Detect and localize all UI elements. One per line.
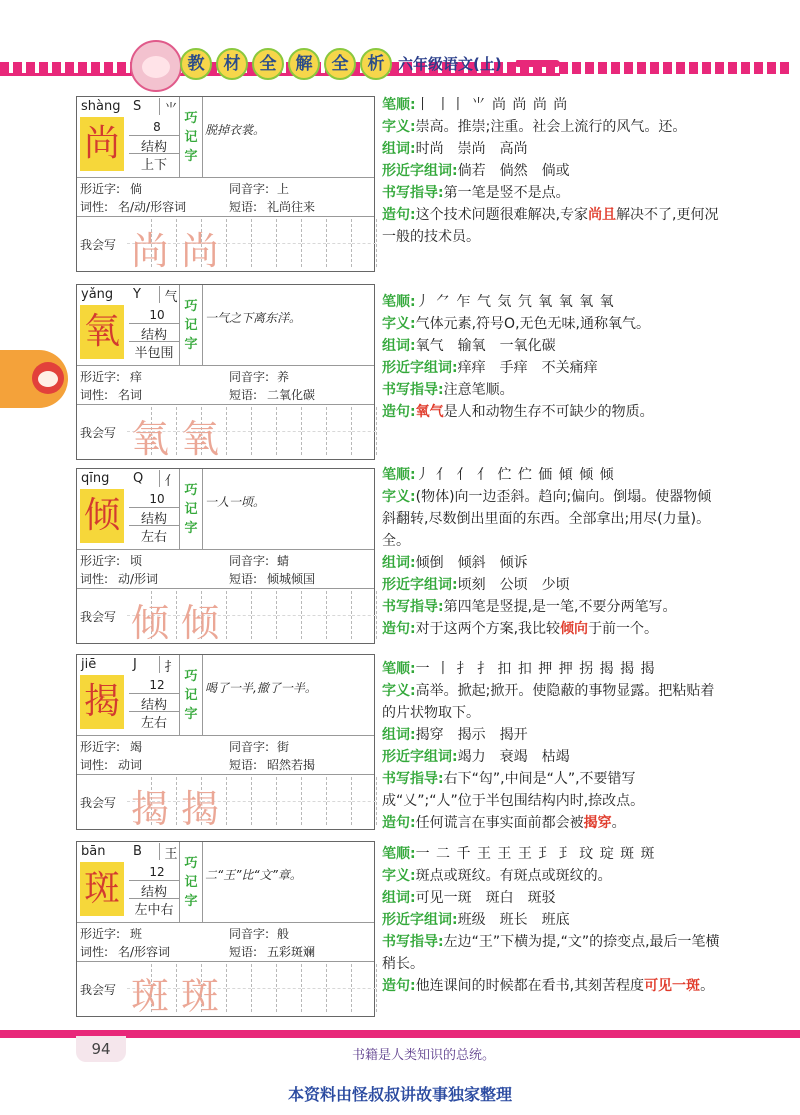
memo-tag	[179, 285, 203, 365]
trace-character: 尚	[131, 229, 170, 273]
words-label: 组词:	[382, 338, 416, 354]
explanation-block	[382, 94, 722, 248]
girl-mascot-icon	[130, 40, 182, 92]
trace-character: 揭	[131, 787, 170, 831]
card-info	[77, 366, 374, 405]
memo-tag-char: 巧	[184, 482, 198, 498]
big-character: 氧	[80, 305, 124, 359]
grid-cell	[352, 777, 377, 825]
page-header	[0, 0, 800, 96]
homophone-value: 养	[277, 370, 290, 384]
memo-tag-char: 记	[184, 687, 198, 703]
memo-tag	[179, 842, 203, 922]
trace-character: 揭	[181, 787, 220, 831]
similar-label: 形近字:	[80, 370, 121, 384]
example-sentence	[382, 975, 722, 997]
phrase-label: 短语:	[229, 758, 258, 772]
meaning	[382, 865, 722, 887]
stroke-count: 12	[149, 678, 165, 692]
words-label: 组词:	[382, 141, 416, 157]
stroke-order	[382, 291, 722, 313]
grid-cell	[352, 591, 377, 639]
phrase-label: 短语:	[229, 945, 258, 959]
trace-character: 氧	[131, 417, 170, 461]
sentence-pre: 这个技术问题很难解决,专家	[415, 207, 589, 223]
writing-guide-label: 书写指导:	[382, 771, 444, 787]
phrase-value: 二氧化碳	[267, 388, 316, 402]
structure-label: 结构	[129, 135, 179, 155]
homophone-label: 同音字:	[229, 370, 270, 384]
radical: ⺌	[159, 98, 182, 115]
initial-letter: Y	[133, 287, 141, 302]
stroke-count: 10	[149, 308, 165, 322]
card-head	[77, 469, 374, 550]
stroke-order-value: 丨 丨丨 ⺌ 尚 尚 尚 尚	[415, 97, 569, 113]
stroke-order-label: 笔顺:	[382, 661, 416, 677]
similar-label: 形近字:	[80, 182, 121, 196]
pinyin: shàng	[81, 99, 121, 114]
words	[382, 138, 722, 160]
similar-words-label: 形近字组词:	[382, 577, 458, 593]
memo-tag-char: 巧	[184, 668, 198, 684]
phrase-value: 五彩斑斓	[267, 945, 316, 959]
side-tab	[0, 350, 68, 408]
grid-cell	[277, 964, 302, 1012]
writing-guide-value: 注意笔顺。	[443, 382, 514, 398]
pos-label: 词性:	[80, 200, 109, 214]
pos-value: 动词	[118, 758, 143, 772]
grid-cell	[327, 407, 352, 455]
trace-character: 尚	[181, 229, 220, 273]
homophone-label: 同音字:	[229, 740, 270, 754]
similar-words-label: 形近字组词:	[382, 912, 458, 928]
words	[382, 887, 722, 909]
meaning-value: 斑点或斑纹。有斑点或斑纹的。	[415, 868, 612, 884]
stroke-count: 8	[153, 120, 161, 134]
stroke-order-value: 丿 ⺈ 乍 气 気 氕 氧 氧 氧 氧	[415, 294, 615, 310]
riddle-text: 一气之下离东洋。	[205, 311, 302, 325]
writing-guide-label: 书写指导:	[382, 382, 444, 398]
pencil-icon	[516, 60, 560, 67]
grid-cell	[227, 964, 252, 1012]
words-label: 组词:	[382, 890, 416, 906]
explanation-block	[382, 658, 722, 834]
pos-value: 名/形容词	[118, 945, 171, 959]
trace-character: 氧	[181, 417, 220, 461]
stroke-order-label: 笔顺:	[382, 467, 416, 483]
similar-value: 顷	[130, 554, 143, 568]
char-card	[76, 96, 375, 272]
big-character: 倾	[80, 489, 124, 543]
words-label: 组词:	[382, 727, 416, 743]
big-character: 尚	[80, 117, 124, 171]
similar-label: 形近字:	[80, 740, 121, 754]
char-card	[76, 654, 375, 830]
practice-row	[77, 962, 374, 1016]
sentence-highlight: 揭穿	[583, 815, 612, 831]
similar-words-label: 形近字组词:	[382, 749, 458, 765]
big-character: 揭	[80, 675, 124, 729]
pinyin: yǎng	[81, 287, 114, 302]
stroke-order	[382, 94, 722, 116]
card-info	[77, 550, 374, 589]
writing-guide-label: 书写指导:	[382, 934, 444, 950]
practice-row	[77, 405, 374, 459]
homophone-label: 同音字:	[229, 554, 270, 568]
stroke-order-label: 笔顺:	[382, 294, 416, 310]
meaning	[382, 116, 722, 138]
grid-cell	[327, 591, 352, 639]
pos-value: 名/动/形容词	[118, 200, 187, 214]
writing-guide-label: 书写指导:	[382, 185, 444, 201]
writing-guide-label: 书写指导:	[382, 599, 444, 615]
grid-cell	[227, 777, 252, 825]
meaning-value: 高举。掀起;掀开。使隐蔽的事物显露。把粘贴着的片状物取下。	[382, 683, 715, 721]
example-sentence-label: 造句:	[382, 621, 416, 637]
trace-character: 斑	[131, 974, 170, 1018]
grid-cell	[327, 219, 352, 267]
title-char: 材	[216, 48, 248, 80]
sentence-post: 于前一个。	[588, 621, 659, 637]
title-char: 全	[252, 48, 284, 80]
practice-row	[77, 589, 374, 643]
sentence-highlight: 可见一斑	[644, 978, 701, 994]
stroke-count: 10	[149, 492, 165, 506]
pinyin: qīng	[81, 471, 110, 486]
words	[382, 552, 722, 574]
example-sentence	[382, 618, 722, 640]
memo-tag-char: 字	[184, 336, 198, 352]
grid-cell	[252, 964, 277, 1012]
writing-guide-value: 左边“王”下横为提,“文”的捺变点,最后一笔横稍长。	[382, 934, 720, 972]
phrase-label: 短语:	[229, 200, 258, 214]
practice-label: 我会写	[80, 796, 117, 810]
grid-cell	[352, 407, 377, 455]
writing-guide	[382, 379, 722, 401]
meaning-value: 崇高。推崇;注重。社会上流行的风气。还。	[415, 119, 687, 135]
grid-cell	[227, 407, 252, 455]
stroke-order-value: 一 二 千 王 王 王 𤣩 𤣩 玟 琔 斑 斑	[415, 846, 656, 862]
example-sentence-label: 造句:	[382, 207, 416, 223]
char-card	[76, 284, 375, 460]
stroke-order	[382, 658, 722, 680]
memo-tag	[179, 469, 203, 549]
similar-words-label: 形近字组词:	[382, 163, 458, 179]
similar-words-value: 顷刻 公顷 少顷	[457, 577, 570, 593]
page-number: 94	[76, 1036, 126, 1062]
memo-tag-char: 字	[184, 148, 198, 164]
structure-label: 结构	[129, 693, 179, 713]
meaning	[382, 486, 722, 552]
stroke-order-label: 笔顺:	[382, 97, 416, 113]
grid-cell	[277, 591, 302, 639]
phrase-value: 礼尚往来	[267, 200, 316, 214]
memo-tag-char: 巧	[184, 855, 198, 871]
trace-character: 倾	[181, 601, 220, 645]
phrase-label: 短语:	[229, 572, 258, 586]
similar-words-value: 班级 班长 班底	[457, 912, 570, 928]
example-sentence	[382, 812, 722, 834]
practice-row	[77, 775, 374, 829]
sentence-highlight: 倾向	[560, 621, 589, 637]
writing-guide-value: 第一笔是竖不是点。	[443, 185, 570, 201]
homophone-value: 上	[277, 182, 290, 196]
sentence-post: 。	[700, 978, 715, 994]
memo-tag	[179, 655, 203, 735]
riddle-text: 一人一顷。	[205, 495, 266, 509]
memo-tag-char: 记	[184, 874, 198, 890]
words-value: 氧气 输氧 一氧化碳	[415, 338, 556, 354]
meaning-label: 字义:	[382, 316, 416, 332]
grid-cell	[252, 777, 277, 825]
card-head	[77, 842, 374, 923]
memo-tag-char: 记	[184, 129, 198, 145]
card-head	[77, 655, 374, 736]
phrase-value: 昭然若揭	[267, 758, 316, 772]
writing-guide	[382, 768, 722, 812]
char-card	[76, 468, 375, 644]
memo-tag-char: 字	[184, 706, 198, 722]
radical: 扌	[159, 656, 182, 673]
grid-cell	[302, 219, 327, 267]
writing-guide-value: 右下“匃”,中间是“人”,不要错写成“乂”;“人”位于半包围结构内时,捺改点。	[382, 771, 645, 809]
radical: 亻	[159, 470, 182, 487]
pinyin: bān	[81, 844, 106, 859]
example-sentence	[382, 204, 722, 248]
words	[382, 335, 722, 357]
book-title	[180, 48, 392, 80]
phrase-label: 短语:	[229, 388, 258, 402]
structure-label: 结构	[129, 880, 179, 900]
grid-cell	[227, 219, 252, 267]
pos-label: 词性:	[80, 572, 109, 586]
structure-value: 半包围	[129, 341, 179, 361]
homophone-label: 同音字:	[229, 927, 270, 941]
grid-cell	[352, 964, 377, 1012]
sentence-post: 。	[611, 815, 626, 831]
words-value: 揭穿 揭示 揭开	[415, 727, 528, 743]
homophone-value: 般	[277, 927, 290, 941]
phrase-value: 倾城倾国	[267, 572, 316, 586]
riddle-text: 喝了一半,撤了一半。	[205, 681, 317, 695]
similar-words-value: 竭力 衰竭 枯竭	[457, 749, 570, 765]
structure-value: 上下	[129, 153, 179, 173]
words-label: 组词:	[382, 555, 416, 571]
example-sentence	[382, 401, 722, 423]
words	[382, 724, 722, 746]
sentence-highlight: 氧气	[415, 404, 444, 420]
similar-words-value: 倘若 倘然 倘或	[457, 163, 570, 179]
structure-value: 左右	[129, 711, 179, 731]
pos-label: 词性:	[80, 945, 109, 959]
words-value: 可见一斑 斑白 斑驳	[415, 890, 556, 906]
similar-words	[382, 574, 722, 596]
big-character: 斑	[80, 862, 124, 916]
initial-letter: S	[133, 99, 142, 114]
writing-guide	[382, 182, 722, 204]
stroke-order	[382, 464, 722, 486]
card-info	[77, 923, 374, 962]
sentence-pre: 对于这两个方案,我比较	[415, 621, 561, 637]
grade-label: 六年级语文(上)	[398, 55, 502, 73]
pos-value: 名词	[118, 388, 143, 402]
similar-words	[382, 357, 722, 379]
grid-cell	[352, 219, 377, 267]
stroke-order	[382, 843, 722, 865]
grid-cell	[252, 407, 277, 455]
explanation-block	[382, 843, 722, 997]
grid-cell	[327, 777, 352, 825]
char-card	[76, 841, 375, 1017]
stroke-order-value: 一 丨 扌 扌 扣 扣 押 押 拐 揭 揭 揭	[415, 661, 656, 677]
writing-guide-value: 第四笔是竖提,是一笔,不要分两笔写。	[443, 599, 677, 615]
example-sentence-label: 造句:	[382, 978, 416, 994]
initial-letter: B	[133, 844, 142, 859]
credit-line: 本资料由怪叔叔讲故事独家整理	[287, 1085, 512, 1104]
memo-tag-char: 记	[184, 501, 198, 517]
grid-cell	[277, 777, 302, 825]
trace-character: 倾	[131, 601, 170, 645]
similar-words	[382, 746, 722, 768]
radical: 王	[159, 843, 182, 860]
title-char: 析	[360, 48, 392, 80]
stroke-order-label: 笔顺:	[382, 846, 416, 862]
pinyin: jiē	[81, 657, 97, 672]
grid-cell	[277, 407, 302, 455]
trace-character: 斑	[181, 974, 220, 1018]
pos-label: 词性:	[80, 758, 109, 772]
riddle-text: 脱掉衣裳。	[205, 123, 266, 137]
practice-label: 我会写	[80, 983, 117, 997]
meaning	[382, 680, 722, 724]
meaning-value: (物体)向一边歪斜。趋向;偏向。倒塌。使器物倾斜翻转,尽数倒出里面的东西。全部拿出;用尽(力量)。全。	[382, 489, 712, 549]
similar-value: 倘	[130, 182, 143, 196]
writing-guide	[382, 596, 722, 618]
similar-words	[382, 160, 722, 182]
words-value: 时尚 崇尚 高尚	[415, 141, 528, 157]
memo-tag-char: 字	[184, 520, 198, 536]
practice-label: 我会写	[80, 426, 117, 440]
title-char: 全	[324, 48, 356, 80]
title-char: 教	[180, 48, 212, 80]
explanation-block	[382, 464, 722, 640]
memo-tag-char: 记	[184, 317, 198, 333]
radical: 气	[159, 286, 182, 303]
grid-cell	[277, 219, 302, 267]
similar-label: 形近字:	[80, 554, 121, 568]
card-head	[77, 285, 374, 366]
structure-value: 左中右	[129, 898, 179, 918]
footer-motto: 书籍是人类知识的总统。	[352, 1048, 496, 1063]
memo-tag-char: 巧	[184, 110, 198, 126]
example-sentence-label: 造句:	[382, 404, 416, 420]
homophone-value: 蜻	[277, 554, 290, 568]
meaning-label: 字义:	[382, 489, 416, 505]
meaning-value: 气体元素,符号O,无色无味,通称氧气。	[415, 316, 650, 332]
riddle-text: 二“王”比“文”章。	[205, 868, 302, 882]
meaning-label: 字义:	[382, 683, 416, 699]
similar-value: 痒	[130, 370, 143, 384]
memo-tag-char: 巧	[184, 298, 198, 314]
grid-cell	[302, 964, 327, 1012]
meaning	[382, 313, 722, 335]
practice-label: 我会写	[80, 610, 117, 624]
explanation-block	[382, 291, 722, 423]
writing-guide	[382, 931, 722, 975]
similar-words-label: 形近字组词:	[382, 360, 458, 376]
similar-value: 班	[130, 927, 143, 941]
meaning-label: 字义:	[382, 868, 416, 884]
homophone-value: 街	[277, 740, 290, 754]
sentence-pre: 任何谎言在事实面前都会被	[415, 815, 584, 831]
grid-cell	[302, 591, 327, 639]
pos-value: 动/形词	[118, 572, 159, 586]
similar-words-value: 痒痒 手痒 不关痛痒	[457, 360, 598, 376]
grid-cell	[252, 219, 277, 267]
initial-letter: Q	[133, 471, 144, 486]
words-value: 倾倒 倾斜 倾诉	[415, 555, 528, 571]
similar-value: 竭	[130, 740, 143, 754]
practice-label: 我会写	[80, 238, 117, 252]
title-char: 解	[288, 48, 320, 80]
example-sentence-label: 造句:	[382, 815, 416, 831]
grid-cell	[302, 407, 327, 455]
grid-cell	[227, 591, 252, 639]
structure-label: 结构	[129, 507, 179, 527]
similar-words	[382, 909, 722, 931]
card-head	[77, 97, 374, 178]
initial-letter: J	[133, 657, 137, 672]
cartoon-face-icon	[32, 362, 64, 394]
homophone-label: 同音字:	[229, 182, 270, 196]
memo-tag-char: 字	[184, 893, 198, 909]
card-info	[77, 178, 374, 217]
stroke-count: 12	[149, 865, 165, 879]
memo-tag	[179, 97, 203, 177]
sentence-highlight: 尚且	[588, 207, 617, 223]
structure-label: 结构	[129, 323, 179, 343]
similar-label: 形近字:	[80, 927, 121, 941]
practice-row	[77, 217, 374, 271]
card-info	[77, 736, 374, 775]
structure-value: 左右	[129, 525, 179, 545]
sentence-post: 是人和动物生存不可缺少的物质。	[443, 404, 654, 420]
meaning-label: 字义:	[382, 119, 416, 135]
grid-cell	[252, 591, 277, 639]
sentence-post: 解决不了,更何况一般的技术员。	[382, 207, 719, 245]
grid-cell	[327, 964, 352, 1012]
pos-label: 词性:	[80, 388, 109, 402]
grid-cell	[302, 777, 327, 825]
sentence-pre: 他连课间的时候都在看书,其刻苦程度	[415, 978, 645, 994]
stroke-order-value: 丿 亻 亻 亻 伫 伫 価 傾 倾 倾	[415, 467, 615, 483]
